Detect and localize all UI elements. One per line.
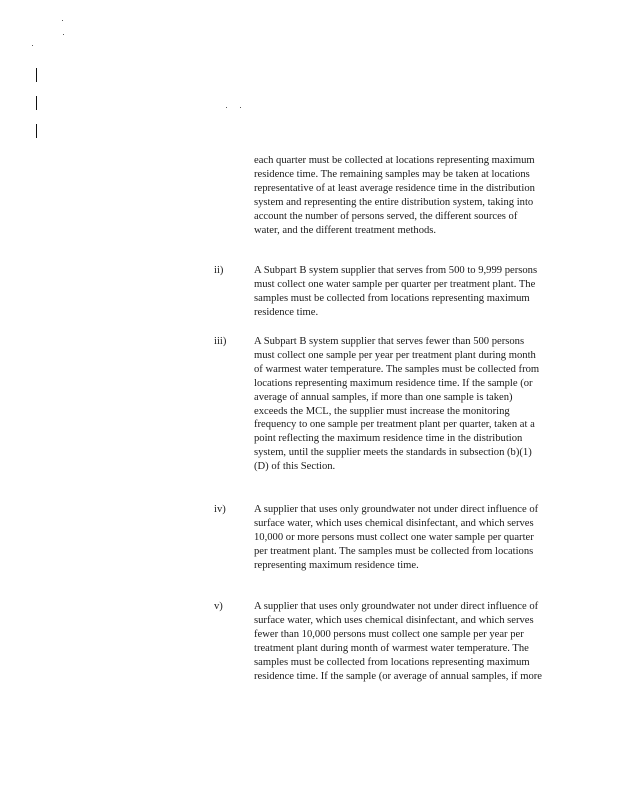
item-text: A Subpart B system supplier that serves from 500 to 9,999 persons must collect one water sample per quarter per treatment plant. The samples must be collected from locations representing maximum residence time. xyxy=(254,265,538,318)
item-text: A supplier that uses only groundwater not under direct influence of surface water, which uses chemical disinfectant, and which serves 10,000 or more persons must collect one water sample per quarter per treatment plant. The samples must be collected from locations representing maximum residence time. xyxy=(254,504,539,571)
item-label: ii) xyxy=(214,265,224,276)
scan-speck xyxy=(240,107,241,108)
change-bar xyxy=(36,96,37,110)
change-bar xyxy=(36,124,37,138)
scan-speck xyxy=(32,45,33,46)
scan-speck xyxy=(226,107,227,108)
item-label: v) xyxy=(214,601,223,612)
item-text: A supplier that uses only groundwater not under direct influence of surface water, which uses chemical disinfectant, and which serves fewer than 10,000 persons must collect one sample per year per treatment plant during month of warmest water temperature. The samples must be collected from locations representing maximum residence time. If the sample (or average of annual samples, if more xyxy=(254,601,542,682)
item-label: iv) xyxy=(214,504,226,515)
item-text: A Subpart B system supplier that serves fewer than 500 persons must collect one sample per year per treatment plant during month of warmest water temperature. The samples must be collected from locations representing maximum residence time. If the sample (or average of annual samples, if more than one sample is taken) exceeds the MCL, the supplier must increase the monitoring frequency to one sample per treatment plant per quarter, taken at a point reflecting the maximum residence time in the distribution system, until the supplier meets the standards in subsection (b)(1)(D) of this Section. xyxy=(254,336,540,473)
continuation-paragraph: each quarter must be collected at locations representing maximum residence time. The remaining samples may be taken at locations representative of at least average residence time in the distribution system and representing the entire distribution system, taking into account the number of persons served, the different sources of water, and the different treatment methods. xyxy=(254,155,535,236)
scan-speck xyxy=(63,34,64,35)
change-bar xyxy=(36,68,37,82)
item-label: iii) xyxy=(214,336,227,347)
scan-speck xyxy=(62,20,63,21)
